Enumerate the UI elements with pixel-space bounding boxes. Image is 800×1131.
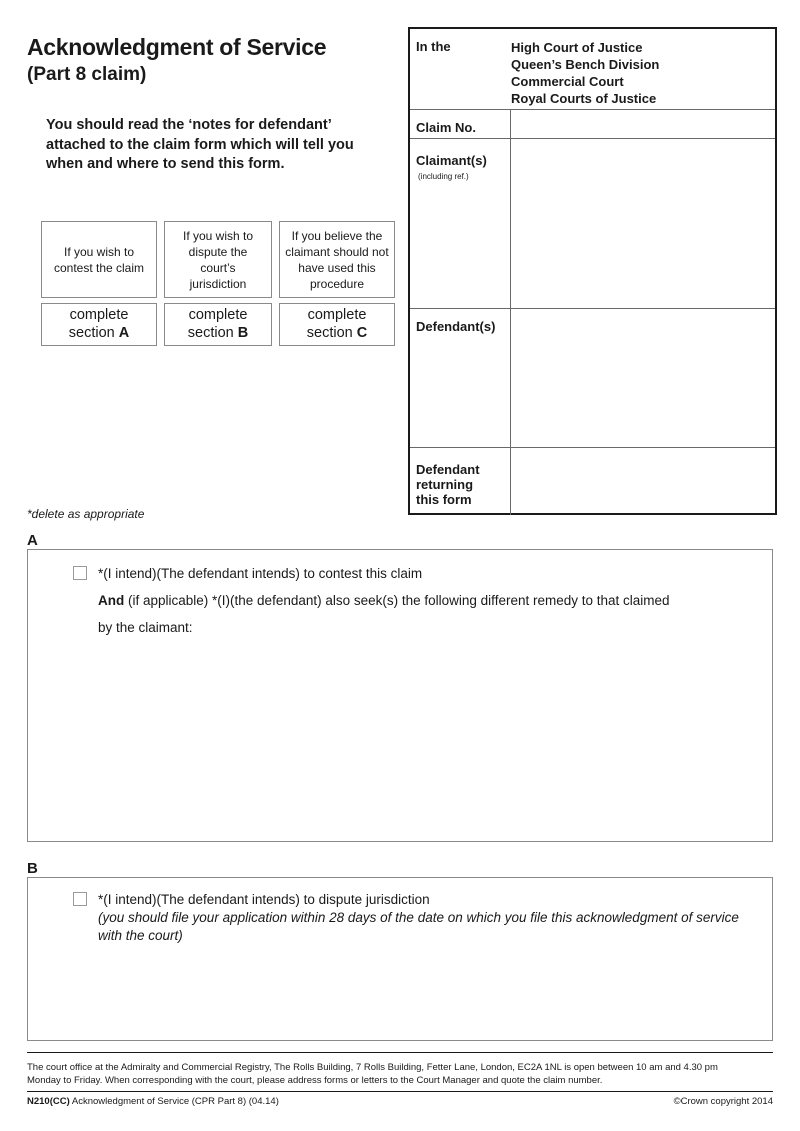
guide-condition-b xyxy=(164,221,272,298)
guide-condition-c-text: If you believe the claimant should not have used this procedure xyxy=(285,228,389,291)
returning-label-line: this form xyxy=(416,492,472,507)
footer-form-id xyxy=(27,1096,279,1107)
guide-action-c-prefix: complete xyxy=(307,307,367,323)
form-name: Acknowledgment of Service (CPR Part 8) (04.14) xyxy=(69,1096,279,1107)
court-name xyxy=(511,39,659,107)
guide-action-b-prefix: complete xyxy=(188,307,248,323)
section-a-heading: A xyxy=(27,532,38,549)
defendants-label: Defendant(s) xyxy=(416,319,496,334)
footer-line2: Monday to Friday. When corresponding with the court, please address forms or letters to the Court Manager and quote the claim number. xyxy=(27,1075,603,1086)
court-line: High Court of Justice xyxy=(511,40,643,55)
court-line: Commercial Court xyxy=(511,74,624,89)
footer-rule-bottom xyxy=(27,1091,773,1092)
guide-action-b-letter: B xyxy=(237,325,249,341)
form-code: N210(CC) xyxy=(27,1096,70,1107)
footer-rule-top xyxy=(27,1052,773,1053)
claimants-field[interactable] xyxy=(514,143,772,305)
section-a-line1: *(I intend)(The defendant intends) to contest this claim xyxy=(98,566,423,581)
footer-line1: The court office at the Admiralty and Commercial Registry, The Rolls Building, 7 Rolls Building, Fetter Lane, London, EC2A 1NL is open between 10 am and 4.30 pm xyxy=(27,1062,718,1073)
claimants-sub-label: (including ref.) xyxy=(418,172,469,181)
divider xyxy=(410,447,775,448)
section-b-note1: (you should file your application within 28 days of the date on which you file this acknowledgment of service xyxy=(98,910,739,925)
section-a-box[interactable] xyxy=(27,549,773,842)
defendants-field[interactable] xyxy=(514,313,772,445)
intro-instructions: You should read the ‘notes for defendant’ attached to the claim form which will tell you when and where to send this form. xyxy=(46,117,354,172)
guide-condition-c xyxy=(279,221,395,298)
section-a-and: And xyxy=(98,593,125,608)
guide-condition-a-text: If you wish to contest the claim xyxy=(53,244,145,275)
guide-action-c-letter: C xyxy=(356,325,368,341)
footer-copyright: ©Crown copyright 2014 xyxy=(673,1096,773,1107)
section-b-heading: B xyxy=(27,860,38,877)
delete-note: *delete as appropriate xyxy=(27,507,145,521)
guide-action-a-prefix: complete xyxy=(69,307,129,323)
section-a-line3: by the claimant: xyxy=(98,620,193,635)
divider xyxy=(410,308,775,309)
guide-action-a-word: section xyxy=(68,325,115,341)
label-column-divider xyxy=(510,109,511,515)
claim-no-field[interactable] xyxy=(514,113,772,135)
form-subtitle: (Part 8 claim) xyxy=(27,64,147,85)
section-b-note2: with the court) xyxy=(98,928,183,943)
guide-action-a xyxy=(41,303,157,346)
section-b-line1: *(I intend)(The defendant intends) to dispute jurisdiction xyxy=(98,892,430,907)
section-a-line2-rest: (if applicable) *(I)(the defendant) also seek(s) the following different remedy to that claimed xyxy=(124,593,670,608)
guide-action-b-word: section xyxy=(187,325,234,341)
guide-action-a-letter: A xyxy=(118,325,130,341)
divider xyxy=(410,109,775,110)
claim-no-label: Claim No. xyxy=(416,120,476,135)
guide-condition-b-text: If you wish to dispute the court’s jurisdiction xyxy=(182,228,254,291)
section-a-checkbox[interactable] xyxy=(73,566,87,580)
court-details-box xyxy=(408,27,777,515)
divider xyxy=(410,138,775,139)
returning-label-line: Defendant xyxy=(416,462,480,477)
claimants-label: Claimant(s) xyxy=(416,153,487,168)
guide-action-c-word: section xyxy=(306,325,353,341)
returning-label-line: returning xyxy=(416,477,474,492)
guide-condition-a xyxy=(41,221,157,298)
guide-action-b xyxy=(164,303,272,346)
footer-court-office-text xyxy=(27,1061,773,1087)
returning-defendant-field[interactable] xyxy=(514,452,772,510)
section-a-line2 xyxy=(98,592,670,610)
section-b-checkbox[interactable] xyxy=(73,892,87,906)
returning-label xyxy=(416,462,480,507)
court-line: Queen’s Bench Division xyxy=(511,57,660,72)
in-the-label: In the xyxy=(416,39,451,54)
guide-action-c xyxy=(279,303,395,346)
court-line: Royal Courts of Justice xyxy=(511,91,657,106)
section-b-box[interactable] xyxy=(27,877,773,1041)
claimants-label-group xyxy=(416,153,487,184)
form-title: Acknowledgment of Service xyxy=(27,34,327,60)
